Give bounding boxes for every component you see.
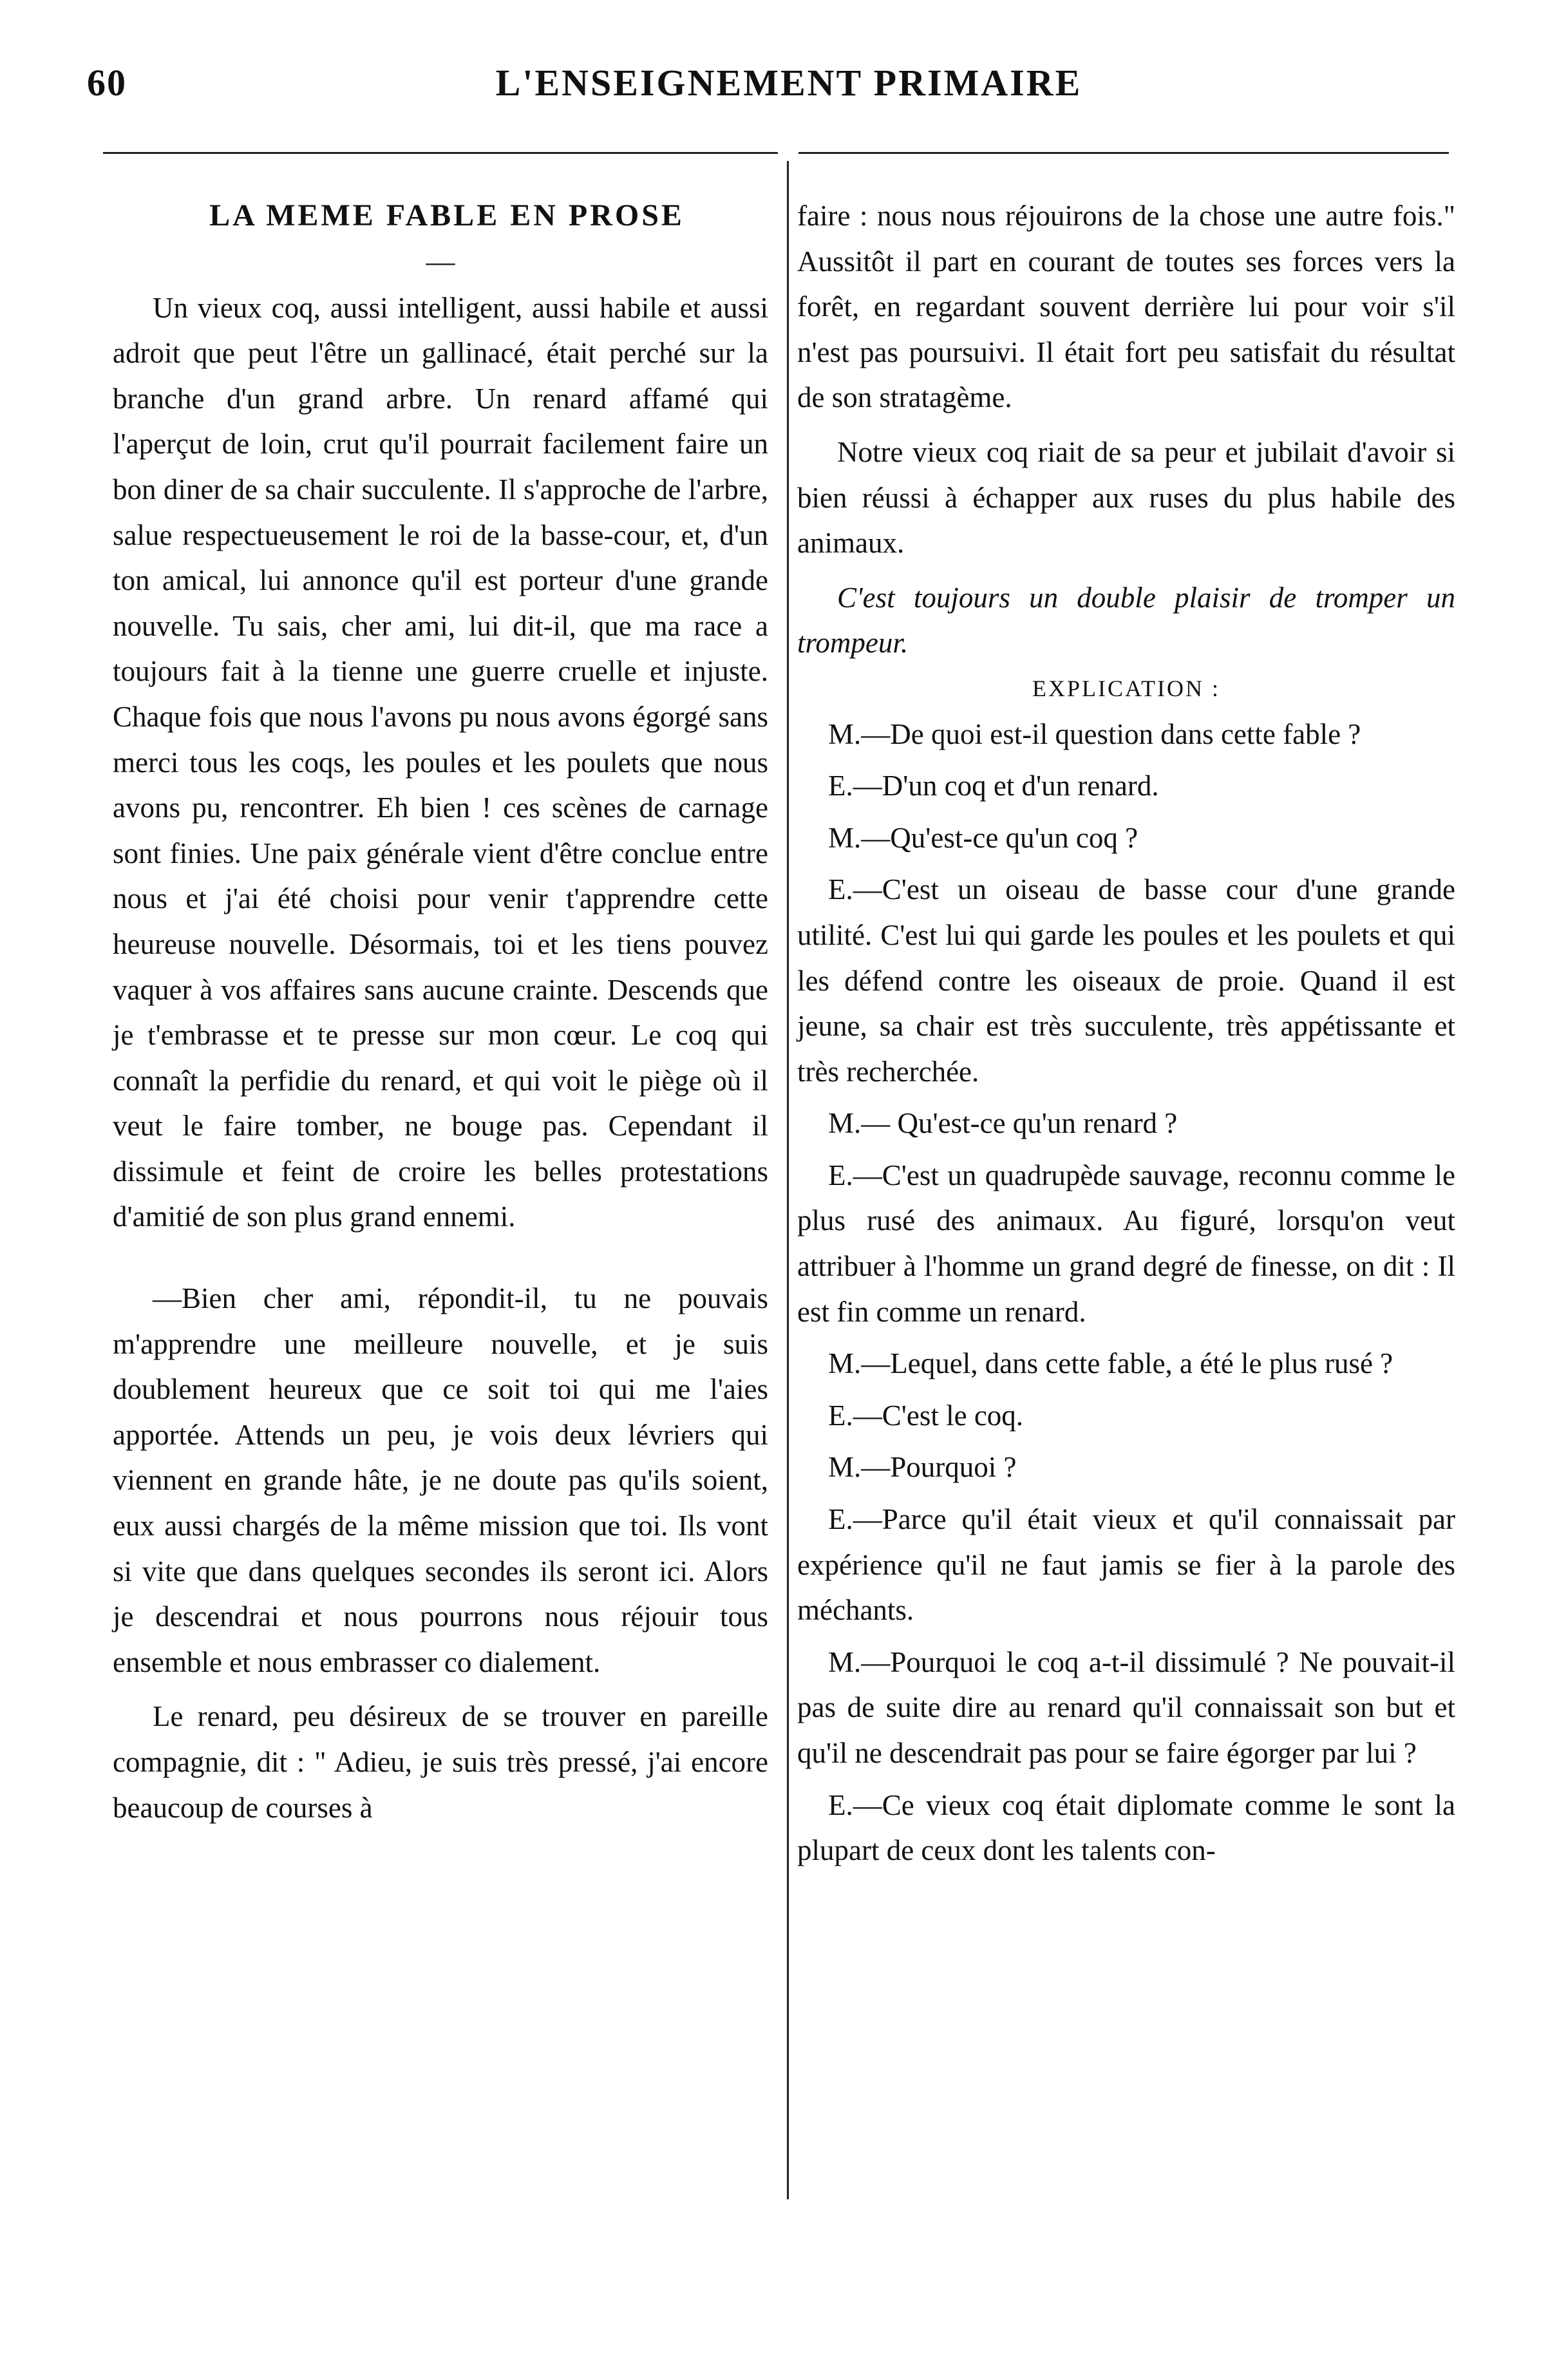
- section-title: LA MEME FABLE EN PROSE: [209, 198, 685, 232]
- paragraph-1: Un vieux coq, aussi intelligent, aussi habile et aussi adroit que peut l'être un gallinacé, était perché sur la branche d'un grand arbre. Un renard affamé qui l'aperçut de loin, crut qu'il pourrait facilement faire un bon diner de sa chair succulente. Il s'approche de l'arbre, salue respectueusement le roi de la basse-cour, et, d'un ton amical, lui annonce qu'il est porteur d'une grande nouvelle. Tu sais, cher ami, lui dit-il, que ma race a toujours fait à la tienne une guerre cruelle et injuste. Chaque fois que nous l'avons pu nous avons égorgé sans merci tous les coqs, les poules et les poulets que nous avons pu, rencontrer. Eh bien ! ces scènes de carnage sont finies. Une paix générale vient d'être conclue entre nous et j'ai été choisi pour venir t'apprendre cette heureuse nouvelle. Désormais, toi et les tiens pouvez vaquer à vos affaires sans aucune crainte. Descends que je t'embrasse et te presse sur mon cœur. Le coq qui connaît la perfidie du renard, et qui voit le piège où il veut le faire tomber, ne bouge pas. Cependant il dissimule et feint de croire les belles protestations d'amitié de son plus grand ennemi.: [113, 291, 768, 1233]
- dialogue-line: E.—D'un coq et d'un renard.: [828, 770, 1159, 802]
- paragraph-gap: [797, 421, 1455, 430]
- dialogue-line: M.—Qu'est-ce qu'un coq ?: [828, 821, 1138, 854]
- left-column: [113, 193, 768, 1830]
- dialogue-line: M.—De quoi est-il question dans cette fable ?: [828, 717, 1361, 750]
- paragraph-gap: [797, 566, 1455, 575]
- paragraph-gap: [113, 1240, 768, 1276]
- header-rule-right: [798, 152, 1449, 154]
- dialogue-line: E.—Parce qu'il était vieux et qu'il connaissait par expérience qu'il ne faut jamis se fier à la parole des méchants.: [797, 1503, 1455, 1627]
- dialogue-line: M.—Pourquoi ?: [828, 1451, 1017, 1484]
- running-title: L'ENSEIGNEMENT PRIMAIRE: [495, 62, 1082, 104]
- header-rule-left: [103, 152, 778, 154]
- page-number: 60: [87, 62, 127, 104]
- paragraph-4: Notre vieux coq riait de sa peur et jubilait d'avoir si bien réussi à échapper aux ruses du plus habile des animaux.: [797, 435, 1455, 560]
- explication-heading: EXPLICATION :: [1032, 675, 1220, 701]
- dialogue-line: E.—C'est le coq.: [828, 1399, 1024, 1432]
- dialogue-line: M.—Pourquoi le coq a-t-il dissimulé ? Ne pouvait-il pas de suite dire au renard qu'il connaissait son but et qu'il ne descendrait pas pour se faire égorger par lui ?: [797, 1645, 1455, 1769]
- right-column: [797, 193, 1455, 1873]
- paragraph-3: Le renard, peu désireux de se trouver en pareille compagnie, dit : " Adieu, je suis très pressé, j'ai encore beaucoup de courses à: [113, 1700, 768, 1824]
- dialogue-line: M.— Qu'est-ce qu'un renard ?: [828, 1107, 1178, 1140]
- dialogue-line: E.—Ce vieux coq était diplomate comme le sont la plupart de ceux dont les talents con-: [797, 1788, 1455, 1867]
- column-divider: [787, 161, 789, 2199]
- dialogue-line: E.—C'est un oiseau de basse cour d'une grande utilité. C'est lui qui garde les poules et les poulets et qui les défend contre les oiseaux de proie. Quand il est jeune, sa chair est très succulente, très appétissante et très recherchée.: [797, 873, 1455, 1088]
- paragraph-gap: [113, 1685, 768, 1694]
- continued-paragraph: faire : nous nous réjouirons de la chose une autre fois." Aussitôt il part en courant de toutes ses forces vers la forêt, en regardant souvent derrière lui pour voir s'il n'est pas poursuivi. Il était fort peu satisfait du résultat de son stratagème.: [797, 200, 1455, 414]
- page-header: [0, 61, 1568, 132]
- title-separator: —: [426, 245, 455, 278]
- fable-moral: C'est toujours un double plaisir de tromper un trompeur.: [797, 581, 1455, 659]
- dialogue-line: E.—C'est un quadrupède sauvage, reconnu comme le plus rusé des animaux. Au figuré, lorsqu'on veut attribuer à l'homme un grand degré de finesse, on dit : Il est fin comme un renard.: [797, 1159, 1455, 1328]
- dialogue-line: M.—Lequel, dans cette fable, a été le plus rusé ?: [828, 1347, 1393, 1380]
- paragraph-2: —Bien cher ami, répondit-il, tu ne pouvais m'apprendre une meilleure nouvelle, et je suis doublement heureux que ce soit toi qui me l'aies apportée. Attends un peu, je vois deux lévriers qui viennent en grande hâte, je ne doute pas qu'ils soient, eux aussi chargés de la même mission que toi. Ils vont si vite que dans quelques secondes ils seront ici. Alors je descendrai et nous pourrons nous réjouir tous ensemble et nous embrasser co dialement.: [113, 1282, 768, 1678]
